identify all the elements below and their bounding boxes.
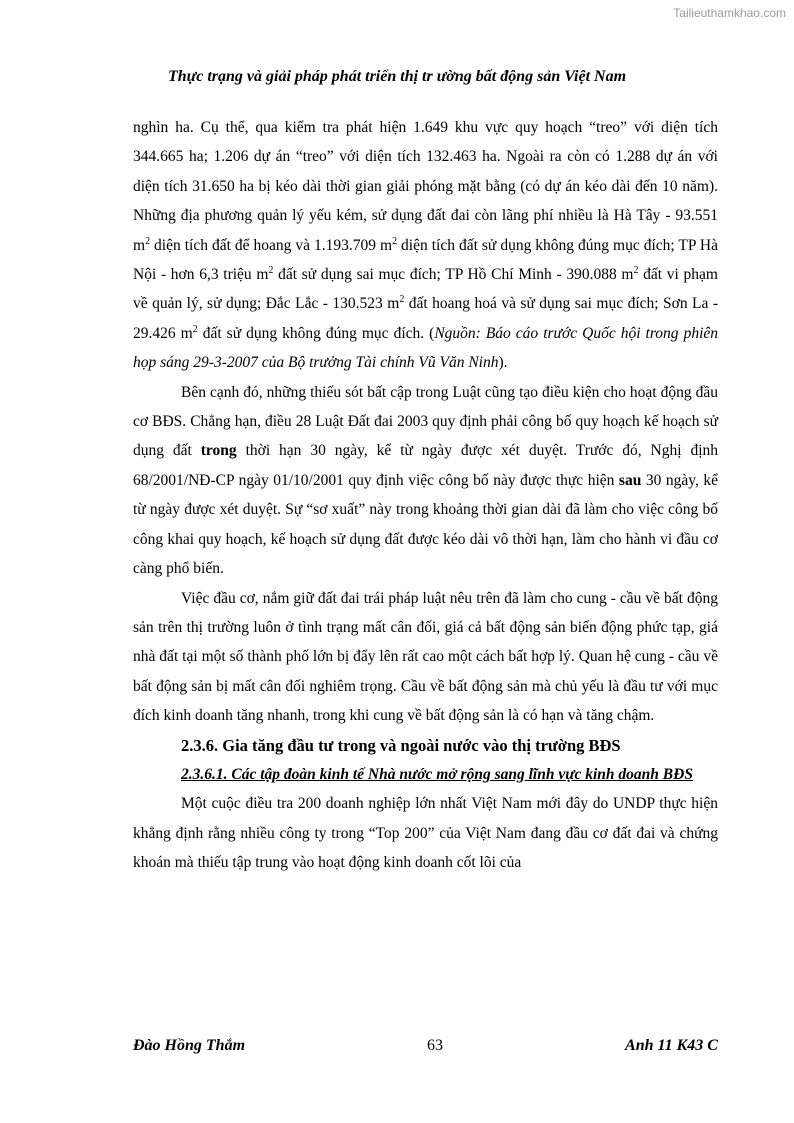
footer-author: Đào Hồng Thắm — [133, 1037, 246, 1054]
text-run: ). — [498, 354, 508, 372]
superscript: 2 — [145, 235, 151, 247]
page-header: Thực trạng và giải pháp phát triển thị tr ường bất động sản Việt Nam — [167, 68, 627, 85]
text-run: đất sử dụng sai mục đích; TP Hồ Chí Minh - 390.088 m — [273, 266, 634, 284]
superscript: 2 — [392, 235, 398, 247]
paragraph-land-waste — [133, 113, 718, 378]
source-citation: Nguồn: Báo cáo trước Quốc hội trong phiên họp sáng 29-3-2007 của Bộ trưởng Tài chính Vũ Văn Ninh — [133, 324, 719, 372]
page-number: 63 — [427, 1037, 444, 1054]
text-run: thời hạn 30 ngày, kể từ ngày được xét duyệt. Trước đó, Nghị định 68/2001/NĐ-CP ngày 01/10/2001 quy định việc công bố này được thực hiện — [133, 442, 719, 489]
footer-class: Anh 11 K43 C — [625, 1037, 718, 1054]
document-body — [133, 113, 718, 878]
text-run: Bên cạnh đó, những thiếu sót bất cập trong Luật cũng tạo điều kiện cho hoạt động đầu cơ BĐS. Chẳng hạn, điều 28 Luật Đất đai 2003 quy định phải công bố quy hoạch kế hoạch sử dụng đất — [133, 383, 718, 460]
text-run: 30 ngày, kể từ ngày được xét duyệt. Sự “sơ xuất” này trong khoảng thời gian dài đã làm cho việc công bố công khai quy hoạch, kế hoạch sử dụng đất được kéo dài vô thời hạn, làm cho hành vi đầu cơ càng phổ biến. — [133, 471, 718, 578]
superscript: 2 — [633, 265, 639, 277]
bold-term: sau — [618, 471, 642, 489]
paragraph-law-gaps — [133, 378, 718, 584]
text-run: nghìn ha. Cụ thể, qua kiểm tra phát hiện 1.649 khu vực quy hoạch “treo” với diện tích 344.665 ha; 1.206 dự án “treo” với diện tích 132.463 ha. Ngoài ra còn có 1.288 dự án với diện tích 31.650 ha bị kéo dài thời gian giải phóng mặt bằng (có dự án kéo dài đến 10 năm). Những địa phương quản lý yếu kém, sử dụng đất đai còn lãng phí nhiều là Hà Tây - 93.551 m — [133, 119, 718, 254]
text-run: đất hoang hoá và sử dụng sai mục đích; Sơn La - 29.426 m — [133, 295, 719, 342]
bold-term: trong — [200, 442, 237, 460]
section-heading: 2.3.6. Gia tăng đầu tư trong và ngoài nước vào thị trường BĐS — [181, 735, 621, 755]
paragraph-undp-survey: Một cuộc điều tra 200 doanh nghiệp lớn nhất Việt Nam mới đây do UNDP thực hiện khẳng định rằng nhiều công ty trong “Top 200” của Việt Nam đang đầu cơ đất đai và chứng khoán mà thiếu tập trung vào hoạt động kinh doanh cốt lõi của — [133, 795, 718, 872]
text-run: đất vi phạm về quản lý, sử dụng; Đắc Lắc - 130.523 m — [133, 266, 718, 313]
subsection-heading: 2.3.6.1. Các tập đoàn kinh tế Nhà nước mở rộng sang lĩnh vực kinh doanh BĐS — [181, 765, 693, 783]
text-run: đất sử dụng không đúng mục đích. ( — [197, 324, 435, 342]
superscript: 2 — [268, 265, 274, 277]
watermark: Tailieuthamkhao.com — [673, 6, 786, 20]
superscript: 2 — [399, 294, 405, 306]
paragraph-supply-demand: Việc đầu cơ, nắm giữ đất đai trái pháp luật nêu trên đã làm cho cung - cầu về bất động sản trên thị trường luôn ở tình trạng mất cân đối, giá cả bất động sản biến động phức tạp, giá nhà đất tại một số thành phố lớn bị đẩy lên rất cao một cách bất hợp lý. Quan hệ cung - cầu về bất động sản bị mất cân đối nghiêm trọng. Cầu về bất động sản mà chủ yếu là đầu tư với mục đích kinh doanh tăng nhanh, trong khi cung về bất động sản là có hạn và tăng chậm. — [133, 589, 718, 725]
page-footer — [133, 1037, 718, 1055]
text-run: diện tích đất để hoang và 1.193.709 m — [150, 236, 393, 254]
superscript: 2 — [192, 323, 198, 335]
text-run: diện tích đất sử dụng không đúng mục đích; TP Hà Nội - hơn 6,3 triệu m — [133, 236, 718, 284]
